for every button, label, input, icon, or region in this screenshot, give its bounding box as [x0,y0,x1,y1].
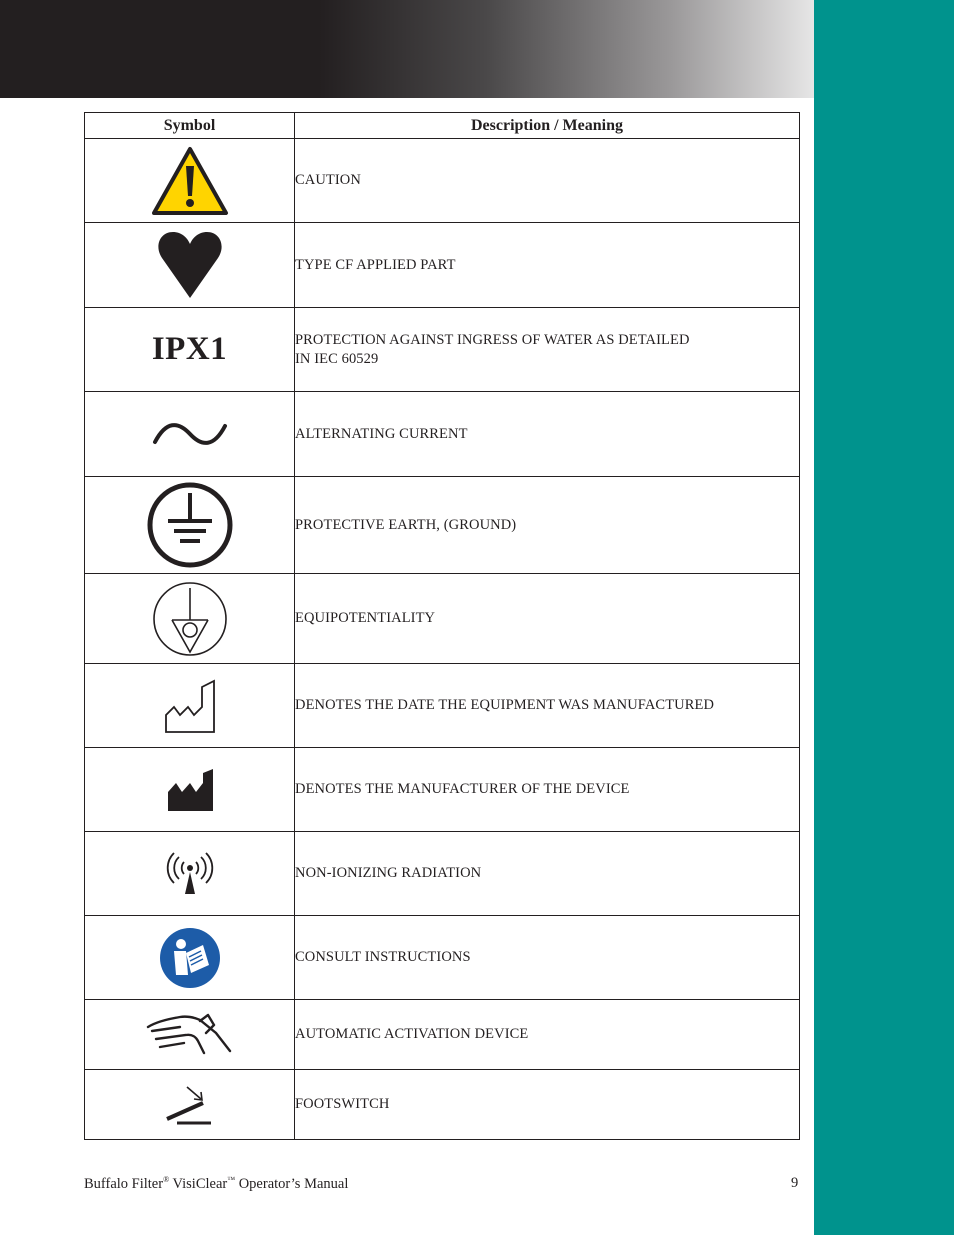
symbol-cell [85,223,295,308]
ipx1-rating-label: IPX1 [151,331,228,367]
symbol-cell [85,139,295,223]
page-number: 9 [791,1175,799,1191]
symbol-cell [85,748,295,832]
symbol-cell [85,392,295,477]
description-cell: NON-IONIZING RADIATION [295,832,800,916]
description-cell: FOOTSWITCH [295,1070,800,1140]
footer-manual: Operator’s Manual [238,1175,349,1192]
footswitch-icon [165,1085,215,1125]
description-cell: AUTOMATIC ACTIVATION DEVICE [295,1000,800,1070]
description-line: PROTECTION AGAINST INGRESS OF WATER AS DETAILED [295,331,690,348]
table-row [85,916,800,1000]
description-cell: DENOTES THE DATE THE EQUIPMENT WAS MANUFACTURED [295,664,800,748]
table-row [85,664,800,748]
table-row [85,139,800,223]
symbol-table [84,112,800,1140]
description-cell: CONSULT INSTRUCTIONS [295,916,800,1000]
description-cell [295,308,800,392]
equipotentiality-icon [151,580,229,658]
table-row [85,832,800,916]
table-row [85,1070,800,1140]
table-row [85,748,800,832]
consult-instructions-icon [159,927,221,989]
symbol-cell [85,308,295,392]
registered-mark: ® [163,1175,170,1184]
symbol-cell [85,832,295,916]
description-cell: PROTECTIVE EARTH, (GROUND) [295,477,800,574]
description-column-header: Description / Meaning [295,113,800,139]
header-band [0,0,838,98]
table-row [85,223,800,308]
symbol-cell [85,1000,295,1070]
trademark-mark: ™ [227,1175,236,1184]
symbol-cell [85,664,295,748]
alternating-current-icon [152,417,228,451]
date-of-manufacture-icon [162,677,218,735]
table-row [85,477,800,574]
non-ionizing-radiation-icon [165,852,215,896]
protective-earth-icon [146,481,234,569]
footer-manual-title [84,1175,348,1193]
description-cell: ALTERNATING CURRENT [295,392,800,477]
table-row [85,392,800,477]
table-row [85,574,800,664]
symbol-cell [85,916,295,1000]
heart-applied-part-icon [156,230,224,300]
symbol-cell [85,477,295,574]
manufacturer-icon [163,767,217,813]
symbol-cell [85,574,295,664]
footer-product: VisiClear [172,1175,228,1192]
description-cell: CAUTION [295,139,800,223]
table-header-row [85,113,800,139]
symbol-cell [85,1070,295,1140]
teal-side-bar [814,0,954,1235]
table-row [85,1000,800,1070]
table-row [85,308,800,392]
caution-triangle-icon [151,146,229,216]
description-cell: DENOTES THE MANUFACTURER OF THE DEVICE [295,748,800,832]
automatic-activation-hand-icon [146,1013,234,1057]
description-cell: TYPE CF APPLIED PART [295,223,800,308]
description-cell: EQUIPOTENTIALITY [295,574,800,664]
description-line: IN IEC 60529 [295,350,379,367]
symbol-column-header: Symbol [85,113,295,139]
footer-brand: Buffalo Filter [84,1175,164,1192]
